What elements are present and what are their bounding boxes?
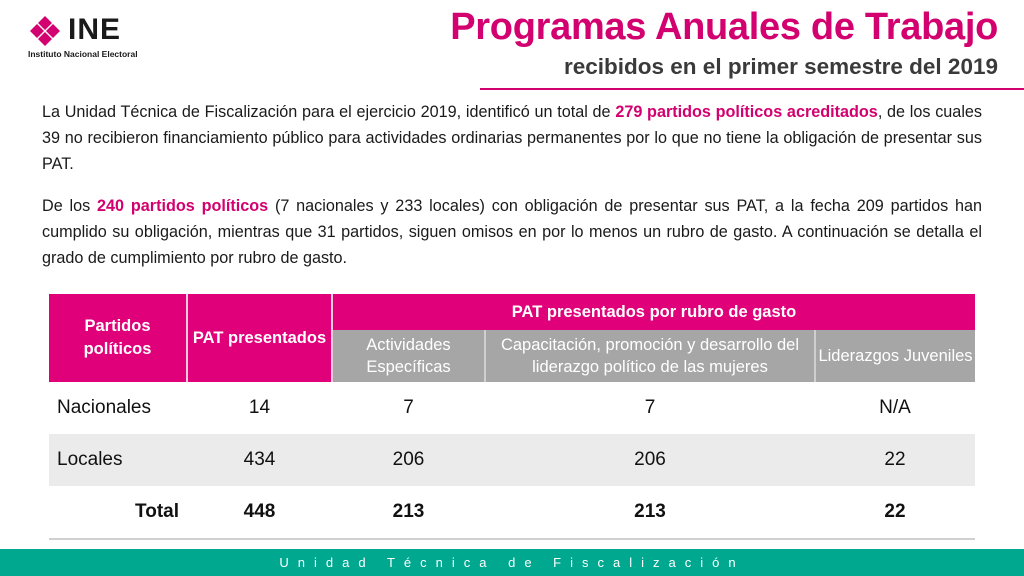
paragraph1-highlight: 279 partidos políticos acreditados: [615, 103, 878, 121]
paragraph2-text-b: (7 nacionales y 233 locales) con obligación de presentar sus PAT, a la fecha 209 partidos han cumplido su obligación, mientras que 31 partidos, siguen omisos en por lo menos un rubro de gasto. A continuación se detalla el grado de cumplimiento por rubro de gasto.: [42, 197, 982, 267]
page-title: Programas Anuales de Trabajo: [450, 6, 998, 48]
table-row: [49, 434, 975, 486]
ine-logo: [28, 12, 158, 59]
footer-bar: Unidad Técnica de Fiscalización: [0, 549, 1024, 576]
total-label: Total: [49, 486, 187, 539]
group-header-rubro: PAT presentados por rubro de gasto: [332, 294, 975, 330]
pat-table: [49, 294, 975, 540]
row-label: Locales: [49, 434, 187, 486]
paragraph2-text-a: De los: [42, 197, 98, 215]
sub-header-liderazgos: Liderazgos Juveniles: [815, 330, 975, 382]
col-header-pat: PAT presentados: [187, 294, 332, 382]
paragraph1-text-b: , de los cuales 39 no recibieron financiamiento público para actividades ordinarias permanentes por lo que no tiene la obligación de presentar sus PAT.: [42, 103, 983, 173]
total-actividades: 213: [332, 486, 485, 539]
cell-actividades: 7: [403, 397, 414, 418]
col-header-partidos: Partidos políticos: [49, 294, 187, 382]
table-total-row: [49, 486, 975, 539]
paragraph1-text-a: La Unidad Técnica de Fiscalización para el ejercicio 2019, identificó un total de: [42, 103, 616, 121]
cell-actividades: 206: [332, 434, 485, 486]
total-capacitacion: 213: [485, 486, 815, 539]
total-liderazgos: 22: [815, 486, 975, 539]
cell-capacitacion: 7: [644, 397, 656, 418]
row-label: Nacionales: [57, 397, 151, 418]
cell-liderazgos: 22: [815, 434, 975, 486]
title-divider: [480, 88, 1024, 90]
detail-paragraph: [42, 193, 982, 271]
cell-capacitacion: 206: [485, 434, 815, 486]
paragraph2-highlight: 240 partidos políticos: [97, 197, 269, 215]
logo-subtitle: Instituto Nacional Electoral: [28, 49, 138, 59]
ine-x-logo-icon: [28, 14, 62, 48]
logo-brand: INE: [68, 13, 122, 46]
sub-header-capacitacion: Capacitación, promoción y desarrollo del liderazgo político de las mujeres: [485, 330, 815, 382]
total-pat: 448: [187, 486, 332, 539]
page-subtitle: recibidos en el primer semestre del 2019: [564, 54, 998, 79]
cell-pat: 434: [187, 434, 332, 486]
table-row: [49, 382, 975, 434]
cell-liderazgos: N/A: [879, 397, 911, 418]
intro-paragraph: [42, 99, 982, 177]
sub-header-actividades: Actividades Específicas: [332, 330, 485, 382]
cell-pat: 14: [248, 397, 271, 418]
